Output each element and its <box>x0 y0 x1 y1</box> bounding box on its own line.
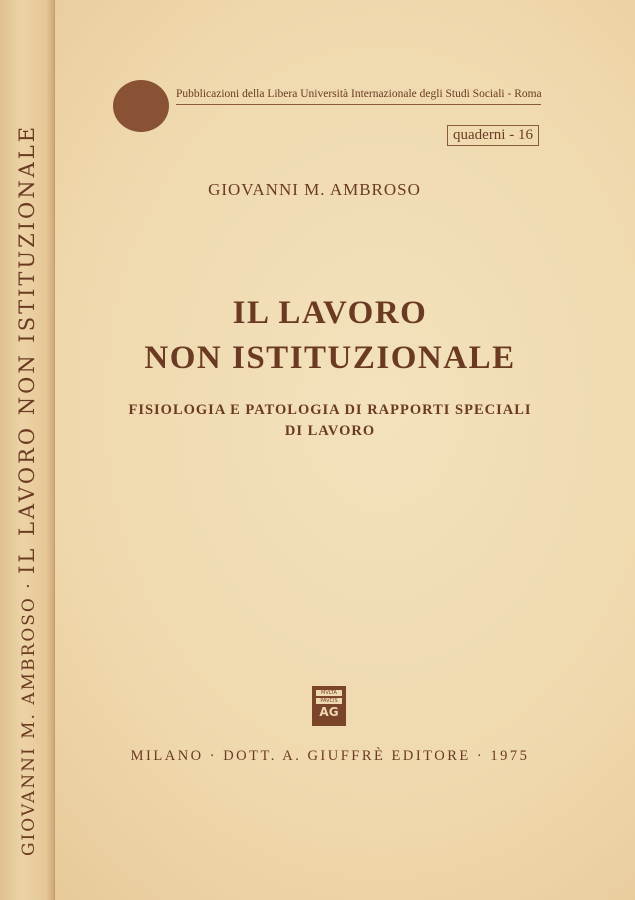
title-line-2: NON ISTITUZIONALE <box>144 340 516 376</box>
imprint: MILANO · DOTT. A. GIUFFRÈ EDITORE · 1975 <box>130 748 530 764</box>
title-line-1: IL LAVORO <box>232 295 428 331</box>
university-seal-icon <box>113 80 169 132</box>
subtitle-line-1: FISIOLOGIA E PATOLOGIA DI RAPPORTI SPECIALI <box>128 402 532 418</box>
series-divider <box>176 104 541 105</box>
logo-line-1: MVLTA <box>316 690 342 696</box>
spine-author: GIOVANNI M. AMBROSO <box>19 596 39 857</box>
logo-line-3: AG <box>319 705 339 719</box>
subtitle-line-2: DI LAVORO <box>284 423 376 439</box>
spine-text <box>15 124 39 856</box>
book-spine <box>0 0 55 900</box>
logo-line-2: PAVCIS <box>316 698 342 704</box>
author-name: GIOVANNI M. AMBROSO <box>208 180 421 199</box>
spine-title: IL LAVORO NON ISTITUZIONALE <box>15 123 39 574</box>
spine-separator: · <box>19 581 39 589</box>
series-name: Pubblicazioni della Libera Università Internazionale degli Studi Sociali - Roma <box>176 88 542 100</box>
publisher-logo-icon <box>312 686 346 726</box>
series-number-badge: quaderni - 16 <box>447 125 539 146</box>
